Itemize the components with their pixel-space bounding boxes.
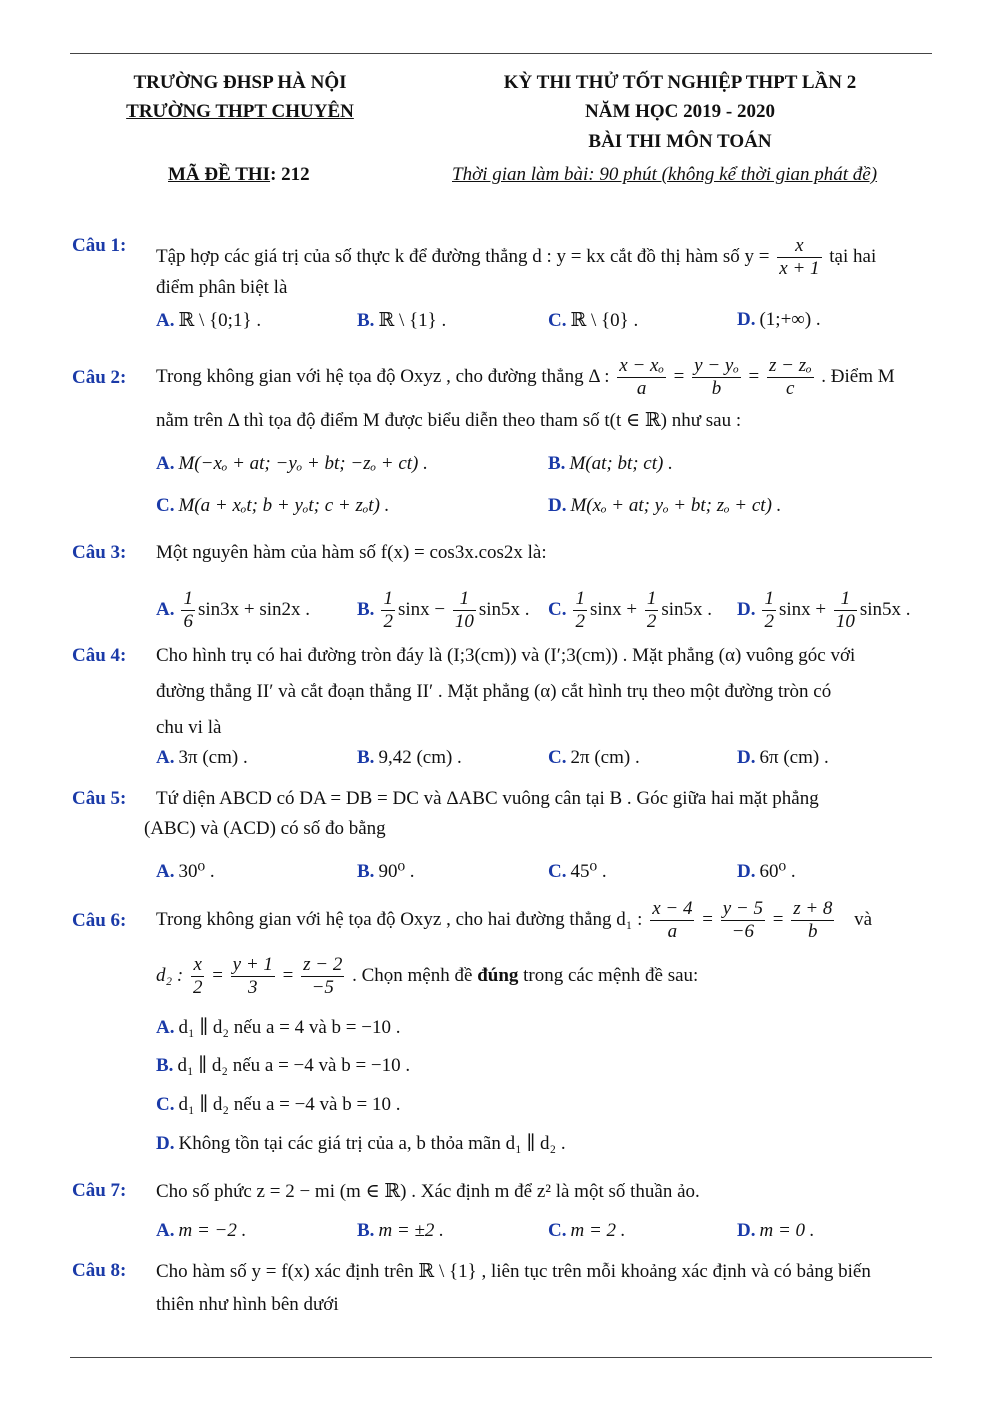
- time-note: Thời gian làm bài: 90 phút (không kể thời gian phát đề): [452, 164, 878, 185]
- question-7: [72, 1180, 932, 1250]
- school-year: NĂM HỌC 2019 - 2020: [585, 101, 775, 122]
- question-4: [72, 645, 932, 775]
- option-d[interactable]: D. (1;+∞) .: [737, 309, 821, 330]
- question-label: Câu 8:: [72, 1260, 127, 1281]
- option-a[interactable]: A. $\frac{1}{6}$ sin3x + sin2x .: [156, 588, 311, 632]
- option-b[interactable]: B. M(at; bt; ct) .: [548, 453, 673, 474]
- question-text: Một nguyên hàm của hàm số f(x) = cos3x.cos2x là:: [156, 542, 547, 563]
- option-c[interactable]: C. m = 2 .: [548, 1220, 626, 1241]
- question-text: Cho hình trụ có hai đường tròn đáy là (I;3(cm)) và (I′;3(cm)) . Mặt phẳng (α) vuông góc với: [156, 645, 856, 666]
- option-c[interactable]: C. ℝ \ {0} .: [548, 310, 639, 331]
- exam-title: KỲ THI THỬ TỐT NGHIỆP THPT LẦN 2: [503, 72, 857, 93]
- option-a[interactable]: A. d₁ ∥ d₂ nếu a = 4 và b = −10 .: [156, 1017, 401, 1038]
- option-b[interactable]: B. d₁ ∥ d₂ nếu a = −4 và b = −10 .: [156, 1055, 411, 1076]
- exam-code-value: : 212: [270, 164, 310, 185]
- exam-code-label: MÃ ĐỀ THI: [168, 164, 271, 185]
- option-b[interactable]: B. 90⁰ .: [357, 861, 415, 882]
- question-text-cont: nằm trên Δ thì tọa độ điểm M được biểu diễn theo tham số t(t ∈ ℝ) như sau :: [156, 410, 742, 431]
- fraction-x: $\frac{\text{x − xₒ}}{a}$: [619, 355, 664, 399]
- option-a[interactable]: A. ℝ \ {0;1} .: [156, 310, 262, 331]
- option-a[interactable]: A. 30⁰ .: [156, 861, 215, 882]
- question-text-cont: thiên như hình bên dưới: [156, 1294, 339, 1315]
- option-b[interactable]: B. 9,42 (cm) .: [357, 747, 462, 768]
- question-label: Câu 1:: [72, 235, 127, 256]
- option-b[interactable]: B. ℝ \ {1} .: [357, 310, 447, 331]
- option-c[interactable]: C. M(a + xₒt; b + yₒt; c + zₒt) .: [156, 495, 390, 516]
- question-text-cont: d₂ : $\frac{x}{2}$ = $\frac{y + 1}{3}$ = $\frac{z - 2}{-5}$ . Chọn mệnh đề đúng trong các mệnh đề sau:: [156, 954, 699, 998]
- option-c[interactable]: C. 45⁰ .: [548, 861, 607, 882]
- option-d[interactable]: D. 60⁰ .: [737, 861, 796, 882]
- bottom-rule: [70, 1357, 932, 1358]
- question-3: [72, 542, 932, 632]
- option-d[interactable]: D. 6π (cm) .: [737, 747, 829, 768]
- question-text: Tứ diện ABCD có DA = DB = DC và ΔABC vuông cân tại B . Góc giữa hai mặt phẳng: [156, 788, 819, 809]
- option-d[interactable]: D. Không tồn tại các giá trị của a, b thỏa mãn d₁ ∥ d₂ .: [156, 1133, 566, 1154]
- top-rule: [70, 53, 932, 54]
- question-8: [72, 1260, 932, 1320]
- school-name: TRƯỜNG ĐHSP HÀ NỘI: [133, 72, 347, 93]
- question-text-cont: điểm phân biệt là: [156, 277, 288, 298]
- option-a[interactable]: A. 3π (cm) .: [156, 747, 248, 768]
- question-text: Tập hợp các giá trị của số thực k để đường thẳng d : y = kx cắt đồ thị hàm số y = $\frac{x}{x + 1}$ tại hai: [156, 235, 877, 279]
- question-label: Câu 5:: [72, 788, 127, 809]
- question-label: Câu 3:: [72, 542, 127, 563]
- question-text-cont2: chu vi là: [156, 717, 222, 738]
- question-text-cont: (ABC) và (ACD) có số đo bằng: [144, 818, 386, 839]
- question-text: Cho hàm số y = f(x) xác định trên ℝ \ {1} , liên tục trên mỗi khoảng xác định và có bảng biến: [156, 1261, 871, 1282]
- question-text: Trong không gian với hệ tọa độ Oxyz , cho hai đường thẳng d₁ : $\frac{x - 4}{a}$ = $\frac{y - 5}{-6}$ = $\frac{z + 8}{b}$ và: [156, 898, 873, 942]
- option-c[interactable]: C. $\frac{1}{2}$ sinx + $\frac{1}{2}$ sin5x .: [548, 588, 713, 632]
- question-label: Câu 4:: [72, 645, 127, 666]
- fraction-y: $\frac{\text{y − yₒ}}{b}$: [694, 355, 739, 399]
- subject: BÀI THI MÔN TOÁN: [588, 131, 772, 152]
- exam-code: [168, 164, 310, 186]
- question-1: [72, 225, 932, 335]
- question-6: [72, 898, 932, 1168]
- option-d[interactable]: D. $\frac{1}{2}$ sinx + $\frac{1}{10}$ sin5x .: [737, 588, 911, 632]
- question-text: Cho số phức z = 2 − mi (m ∈ ℝ) . Xác định m để z² là một số thuần ảo.: [156, 1181, 700, 1202]
- option-b[interactable]: B. m = ±2 .: [357, 1220, 444, 1241]
- fraction-z: $\frac{\text{z − zₒ}}{c}$: [768, 355, 812, 399]
- option-d[interactable]: D. M(xₒ + at; yₒ + bt; zₒ + ct) .: [548, 495, 782, 516]
- question-label: Câu 2:: [72, 367, 127, 388]
- question-label: Câu 7:: [72, 1180, 127, 1201]
- option-a[interactable]: A. M(−xₒ + at; −yₒ + bt; −zₒ + ct) .: [156, 453, 428, 474]
- question-label: Câu 6:: [72, 910, 127, 931]
- question-5: [72, 788, 932, 888]
- question-text: Trong không gian với hệ tọa độ Oxyz , cho đường thẳng Δ : $\frac{\text{x − xₒ}}{a}$ = $\frac{\text{y − yₒ}}{b}$ = $\frac{\text{z − zₒ}}{c}$ . Điểm M: [156, 355, 895, 399]
- option-a[interactable]: A. m = −2 .: [156, 1220, 247, 1241]
- option-c[interactable]: C. d₁ ∥ d₂ nếu a = −4 và b = 10 .: [156, 1094, 401, 1115]
- question-text-cont: đường thẳng II′ và cắt đoạn thẳng II′ . Mặt phẳng (α) cắt hình trụ theo một đường tròn có: [156, 681, 832, 702]
- option-d[interactable]: D. m = 0 .: [737, 1220, 815, 1241]
- school-subname: TRƯỜNG THPT CHUYÊN: [126, 101, 354, 122]
- question-2: [72, 355, 932, 525]
- option-b[interactable]: B. $\frac{1}{2}$ sinx − $\frac{1}{10}$ sin5x .: [357, 588, 530, 632]
- fraction-x-over-x-plus-1: $\frac{x}{x + 1}$: [779, 235, 820, 279]
- option-c[interactable]: C. 2π (cm) .: [548, 747, 640, 768]
